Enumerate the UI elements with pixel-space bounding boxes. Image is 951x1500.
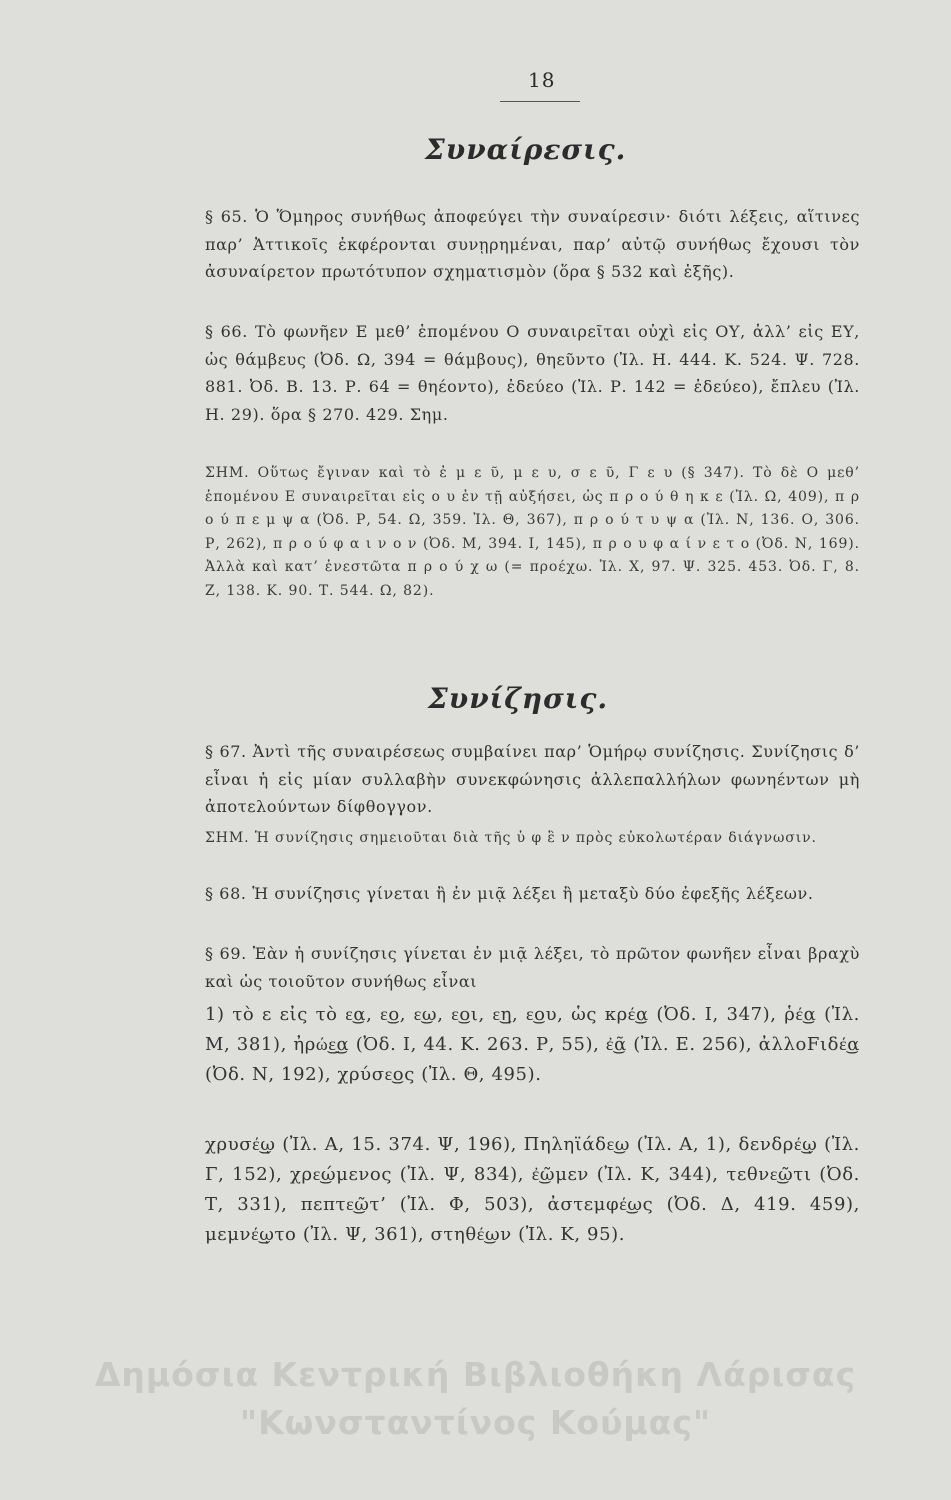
note-paragraph-66: ΣΗΜ. Οὕτως ἔγιναν καὶ τὸ ἐ μ ε ῦ, μ ε υ, σ ε ῦ, Γ ε υ (§ 347). Τὸ δὲ Ο μεθ’ ἑπομένου Ε συναιρεῖται εἰς ο υ ἐν τῇ αὐξήσει, ὡς π ρ ο ύ θ η κ ε (Ἰλ. Ω, 409), π ρ ο ύ π ε μ ψ α (Ὀδ. Ρ, 54. Ω, 359. Ἰλ. Θ, 367), π ρ ο ύ τ υ ψ α (Ἰλ. Ν, 136. Ο, 306. Ρ, 262), π ρ ο ύ φ α ι ν ο ν (Ὀδ. Μ, 394. Ι, 145), π ρ ο υ φ α ί ν ε τ ο (Ὀδ. Ν, 169). Ἀλλὰ καὶ κατ’ ἐνεστῶτα π ρ ο ύ χ ω (= προέχω. Ἰλ. Χ, 97. Ψ. 325. 453. Ὀδ. Γ, 8. Ζ, 138. Κ. 90. Τ. 544. Ω, 82). [205,465,860,599]
paragraph-65: § 65. Ὁ Ὅμηρος συνήθως ἀποφεύγει τὴν συναίρεσιν· διότι λέξεις, αἵτινες παρ’ Ἀττικοῖς ἐκφέρονται συνῃρημέναι, παρ’ αὐτῷ συνήθως ἔχουσι τὸν ἀσυναίρετον πρωτότυπον σχηματισμὸν (ὅρα § 532 καὶ ἑξῆς). [205,207,860,281]
library-watermark-line-1: Δημόσια Κεντρική Βιβλιοθήκη Λάρισας [94,1355,857,1394]
paragraph-66: § 66. Τὸ φωνῆεν Ε μεθ’ ἑπομένου Ο συναιρεῖται οὐχὶ εἰς ΟΥ, ἀλλ’ εἰς ΕΥ, ὡς θάμβευς (Ὀδ. Ω, 394 = θάμβους), θηεῦντο (Ἰλ. Η. 444. Κ. 524. Ψ. 728. 881. Ὀδ. Β. 13. Ρ. 64 = θηέοντο), ἐδεύεο (Ἰλ. Ρ. 142 = ἐδεύεο), ἔπλευ (Ἰλ. Η. 29). ὅρα § 270. 429. Σημ. [205,322,860,424]
page-number: 18 [528,68,556,92]
paragraph-68: § 68. Ἡ συνίζησις γίνεται ἢ ἐν μιᾷ λέξει ἢ μεταξὺ δύο ἐφεξῆς λέξεων. [205,884,814,903]
section-heading-synizesis: Συνίζησις. [428,682,609,715]
paragraph-69: § 69. Ἐὰν ἡ συνίζησις γίνεται ἐν μιᾷ λέξει, τὸ πρῶτον φωνῆεν εἶναι βραχὺ καὶ ὡς τοιοῦτον συνήθως εἶναι [205,944,860,991]
paragraph-67: § 67. Ἀντὶ τῆς συναιρέσεως συμβαίνει παρ’ Ὁμήρῳ συνίζησις. Συνίζησις δ’ εἶναι ἡ εἰς μίαν συλλαβὴν συνεκφώνησις ἀλλεπαλλήλων φωνηέντων μὴ ἀποτελούντων δίφθογγον. [205,742,860,816]
page-number-rule [500,101,580,102]
section-heading-synairesis: Συναίρεσις. [425,133,627,166]
paragraph-69-item-1-continued: χρυσέ͜ῳ (Ἰλ. Α, 15. 374. Ψ, 196), Πηληϊάδε͜ω (Ἰλ. Α, 1), δενδρέ͜ῳ (Ἰλ. Γ, 152), χρε͜ώμενος (Ἰλ. Ψ, 834), ἐ͜ῶμεν (Ἰλ. Κ, 344), τεθνε͜ῶτι (Ὀδ. Τ, 331), πεπτε͜ῶτ’ (Ἰλ. Φ, 503), ἀστεμφέ͜ως (Ὀδ. Δ, 419. 459), μεμνέ͜ῳτο (Ἰλ. Ψ, 361), στηθέ͜ων (Ἰλ. Κ, 95). [205,1134,860,1245]
note-paragraph-67: ΣΗΜ. Ἡ συνίζησις σημειοῦται διὰ τῆς ὑ φ ἓ ν πρὸς εὐκολωτέραν διάγνωσιν. [205,830,817,846]
library-watermark-line-2: "Κωνσταντίνος Κούμας" [239,1403,712,1442]
paragraph-69-item-1: 1) τὸ ε εἰς τὸ ε͜α, ε͜ο, ε͜ω, ε͜οι, ε͜η, ε͜ου, ὡς κρέ͜α (Ὀδ. Ι, 347), ῥέ͜α (Ἰλ. Μ, 381), ἠρώ͜ε͜α (Ὀδ. Ι, 44. Κ. 263. Ρ, 55), ἐ͜ᾶ (Ἰλ. Ε. 256), ἀλλοFιδέ͜α (Ὀδ. Ν, 192), χρύσε͜ος (Ἰλ. Θ, 495). [205,1004,860,1085]
